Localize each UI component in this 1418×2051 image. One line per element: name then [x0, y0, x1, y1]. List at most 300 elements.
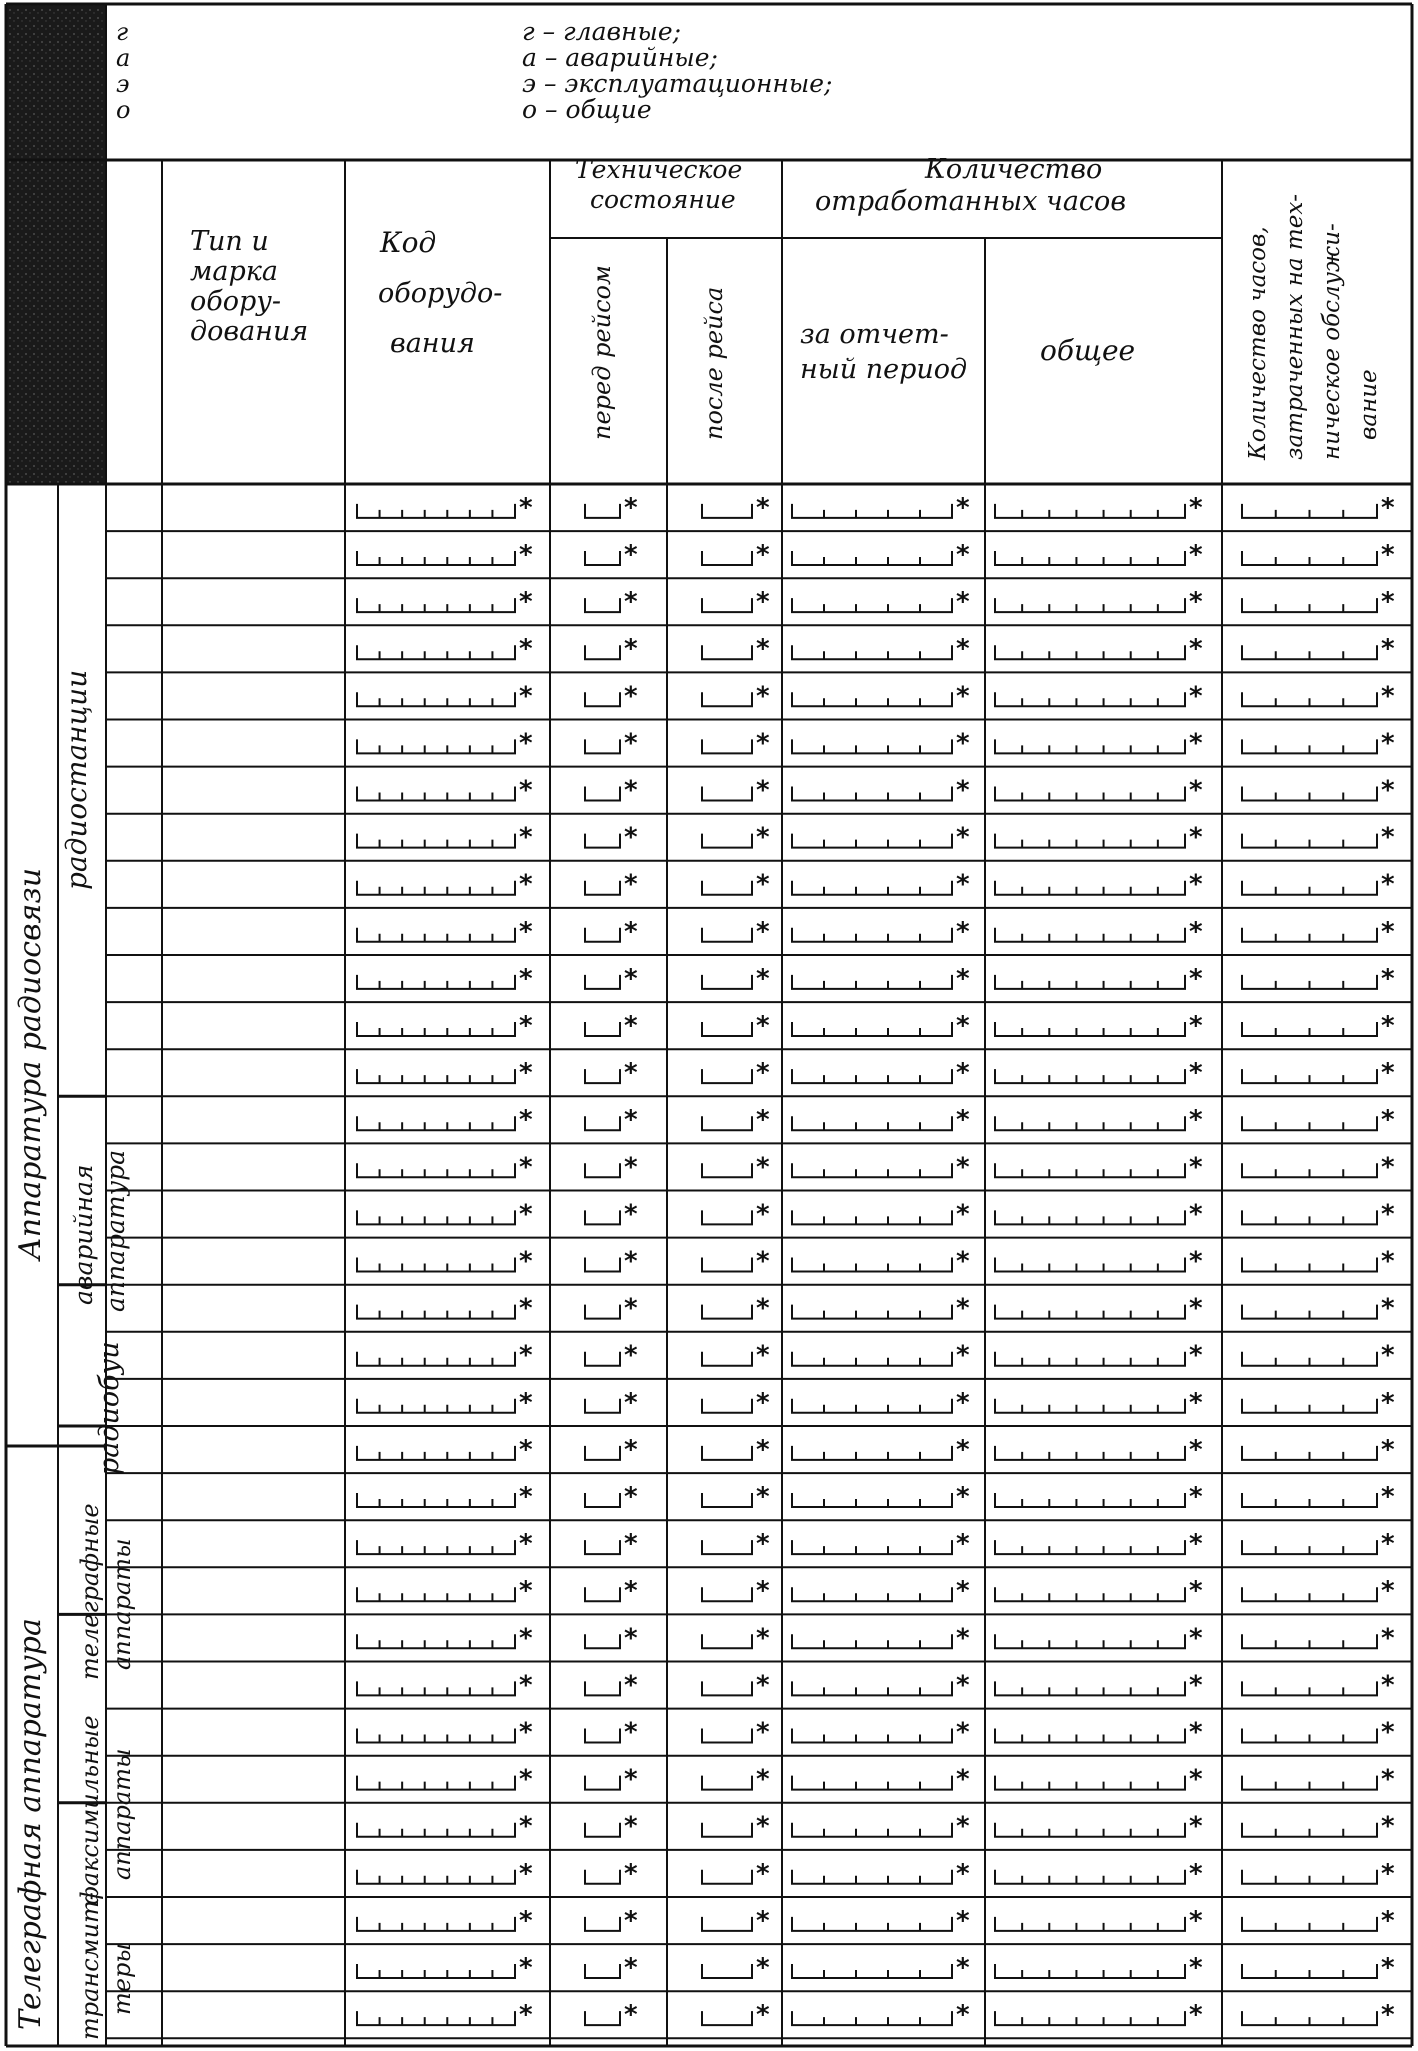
- digit-boxes-maint[interactable]: [1242, 645, 1377, 659]
- digit-boxes-after[interactable]: [702, 1116, 752, 1130]
- digit-boxes-period[interactable]: [792, 928, 952, 942]
- subgroup-label-transmitters-1: трансмит-: [76, 1892, 104, 2040]
- digit-boxes-code[interactable]: [357, 2011, 515, 2025]
- required-mark: *: [1381, 1717, 1395, 1748]
- digit-boxes-total[interactable]: [995, 928, 1185, 942]
- digit-boxes-maint[interactable]: [1242, 1681, 1377, 1695]
- digit-boxes-code[interactable]: [357, 1917, 515, 1931]
- entry-row[interactable]: [357, 964, 1395, 994]
- digit-boxes-before[interactable]: [585, 928, 620, 942]
- digit-boxes-before[interactable]: [585, 1870, 620, 1884]
- digit-boxes-total[interactable]: [995, 1729, 1185, 1743]
- digit-boxes-total[interactable]: [995, 692, 1185, 706]
- digit-boxes-total[interactable]: [995, 1258, 1185, 1272]
- digit-boxes-code[interactable]: [357, 1116, 515, 1130]
- digit-boxes-maint[interactable]: [1242, 834, 1377, 848]
- digit-boxes-maint[interactable]: [1242, 598, 1377, 612]
- required-mark: *: [1189, 2000, 1203, 2031]
- digit-boxes-maint[interactable]: [1242, 1540, 1377, 1554]
- digit-boxes-maint[interactable]: [1242, 1493, 1377, 1507]
- digit-boxes-before[interactable]: [585, 1210, 620, 1224]
- entry-row[interactable]: [357, 681, 1395, 711]
- digit-boxes-maint[interactable]: [1242, 1729, 1377, 1743]
- digit-boxes-total[interactable]: [995, 1493, 1185, 1507]
- digit-boxes-maint[interactable]: [1242, 551, 1377, 565]
- digit-boxes-total[interactable]: [995, 1352, 1185, 1366]
- entry-row[interactable]: [357, 493, 1395, 523]
- entry-row[interactable]: [357, 823, 1395, 853]
- digit-boxes-period[interactable]: [792, 1069, 952, 1083]
- digit-boxes-period[interactable]: [792, 1022, 952, 1036]
- digit-boxes-before[interactable]: [585, 1540, 620, 1554]
- digit-boxes-total[interactable]: [995, 1540, 1185, 1554]
- digit-boxes-period[interactable]: [792, 1258, 952, 1272]
- entry-row[interactable]: [357, 1623, 1395, 1653]
- digit-boxes-before[interactable]: [585, 834, 620, 848]
- digit-boxes-maint[interactable]: [1242, 1069, 1377, 1083]
- required-mark: *: [519, 1670, 533, 1701]
- digit-boxes-period[interactable]: [792, 739, 952, 753]
- digit-boxes-code[interactable]: [357, 598, 515, 612]
- digit-boxes-total[interactable]: [995, 1305, 1185, 1319]
- required-mark: *: [956, 1482, 970, 1513]
- digit-boxes-before[interactable]: [585, 1163, 620, 1177]
- digit-boxes-period[interactable]: [792, 975, 952, 989]
- entry-row[interactable]: [357, 776, 1395, 806]
- entry-row[interactable]: [357, 870, 1395, 900]
- legend-code-a: а: [116, 44, 131, 72]
- digit-boxes-maint[interactable]: [1242, 1964, 1377, 1978]
- digit-boxes-total[interactable]: [995, 834, 1185, 848]
- digit-boxes-maint[interactable]: [1242, 1399, 1377, 1413]
- digit-boxes-total[interactable]: [995, 1587, 1185, 1601]
- required-mark: *: [956, 1717, 970, 1748]
- digit-boxes-total[interactable]: [995, 504, 1185, 518]
- subgroup-label-radiostations: радиостанции: [60, 669, 93, 890]
- digit-boxes-total[interactable]: [995, 1163, 1185, 1177]
- required-mark: *: [1381, 587, 1395, 618]
- digit-boxes-after[interactable]: [702, 928, 752, 942]
- digit-boxes-total[interactable]: [995, 1446, 1185, 1460]
- digit-boxes-before[interactable]: [585, 1634, 620, 1648]
- required-mark: *: [756, 1529, 770, 1560]
- digit-boxes-before[interactable]: [585, 1305, 620, 1319]
- digit-boxes-period[interactable]: [792, 1587, 952, 1601]
- digit-boxes-after[interactable]: [702, 692, 752, 706]
- digit-boxes-code[interactable]: [357, 1258, 515, 1272]
- digit-boxes-code[interactable]: [357, 692, 515, 706]
- digit-boxes-period[interactable]: [792, 598, 952, 612]
- required-mark: *: [956, 492, 970, 523]
- required-mark: *: [1189, 1434, 1203, 1465]
- digit-boxes-after[interactable]: [702, 1776, 752, 1790]
- digit-boxes-after[interactable]: [702, 1964, 752, 1978]
- digit-boxes-period[interactable]: [792, 1681, 952, 1695]
- required-mark: *: [624, 540, 638, 571]
- digit-boxes-total[interactable]: [995, 787, 1185, 801]
- digit-boxes-maint[interactable]: [1242, 881, 1377, 895]
- digit-boxes-total[interactable]: [995, 1399, 1185, 1413]
- required-mark: *: [624, 1858, 638, 1889]
- required-mark: *: [756, 1199, 770, 1230]
- digit-boxes-maint[interactable]: [1242, 928, 1377, 942]
- legend-line-main: г – главные;: [522, 17, 682, 46]
- digit-boxes-before[interactable]: [585, 1493, 620, 1507]
- digit-boxes-maint[interactable]: [1242, 1776, 1377, 1790]
- entry-row[interactable]: [357, 1482, 1395, 1512]
- digit-boxes-before[interactable]: [585, 1681, 620, 1695]
- required-mark: *: [1381, 634, 1395, 665]
- digit-boxes-code[interactable]: [357, 1210, 515, 1224]
- digit-boxes-maint[interactable]: [1242, 2011, 1377, 2025]
- digit-boxes-before[interactable]: [585, 1823, 620, 1837]
- entry-row[interactable]: [357, 2000, 1395, 2030]
- entry-row[interactable]: [357, 1435, 1395, 1465]
- digit-boxes-before[interactable]: [585, 692, 620, 706]
- required-mark: *: [956, 869, 970, 900]
- required-mark: *: [519, 1717, 533, 1748]
- digit-boxes-after[interactable]: [702, 645, 752, 659]
- required-mark: *: [519, 1623, 533, 1654]
- digit-boxes-before[interactable]: [585, 1587, 620, 1601]
- digit-boxes-total[interactable]: [995, 2011, 1185, 2025]
- digit-boxes-after[interactable]: [702, 2011, 752, 2025]
- digit-boxes-code[interactable]: [357, 1776, 515, 1790]
- required-mark: *: [956, 728, 970, 759]
- digit-boxes-period[interactable]: [792, 1305, 952, 1319]
- digit-boxes-period[interactable]: [792, 2011, 952, 2025]
- digit-boxes-after[interactable]: [702, 551, 752, 565]
- digit-boxes-after[interactable]: [702, 1493, 752, 1507]
- digit-boxes-total[interactable]: [995, 1917, 1185, 1931]
- digit-boxes-code[interactable]: [357, 975, 515, 989]
- digit-boxes-before[interactable]: [585, 881, 620, 895]
- entry-row[interactable]: [357, 728, 1395, 758]
- digit-boxes-code[interactable]: [357, 1870, 515, 1884]
- digit-boxes-after[interactable]: [702, 1870, 752, 1884]
- required-mark: *: [1189, 492, 1203, 523]
- digit-boxes-before[interactable]: [585, 1069, 620, 1083]
- subgroup-label-radiobuoys: радиобуи: [94, 1341, 125, 1475]
- digit-boxes-after[interactable]: [702, 1634, 752, 1648]
- digit-boxes-period[interactable]: [792, 1493, 952, 1507]
- digit-boxes-code[interactable]: [357, 739, 515, 753]
- required-mark: *: [1381, 1576, 1395, 1607]
- required-mark: *: [1381, 2000, 1395, 2031]
- required-mark: *: [956, 775, 970, 806]
- digit-boxes-after[interactable]: [702, 1729, 752, 1743]
- entry-row[interactable]: [357, 1718, 1395, 1748]
- required-mark: *: [624, 492, 638, 523]
- required-mark: *: [519, 1199, 533, 1230]
- digit-boxes-code[interactable]: [357, 834, 515, 848]
- required-mark: *: [756, 728, 770, 759]
- digit-boxes-maint[interactable]: [1242, 1823, 1377, 1837]
- digit-boxes-before[interactable]: [585, 1964, 620, 1978]
- digit-boxes-period[interactable]: [792, 1446, 952, 1460]
- digit-boxes-after[interactable]: [702, 1163, 752, 1177]
- required-mark: *: [1189, 1529, 1203, 1560]
- digit-boxes-code[interactable]: [357, 1823, 515, 1837]
- digit-boxes-period[interactable]: [792, 1634, 952, 1648]
- digit-boxes-total[interactable]: [995, 1116, 1185, 1130]
- digit-boxes-before[interactable]: [585, 2011, 620, 2025]
- required-mark: *: [1189, 1105, 1203, 1136]
- digit-boxes-code[interactable]: [357, 1446, 515, 1460]
- required-mark: *: [1189, 1152, 1203, 1183]
- digit-boxes-maint[interactable]: [1242, 1634, 1377, 1648]
- digit-boxes-maint[interactable]: [1242, 504, 1377, 518]
- required-mark: *: [519, 869, 533, 900]
- digit-boxes-before[interactable]: [585, 1399, 620, 1413]
- entry-row[interactable]: [357, 1058, 1395, 1088]
- entry-row[interactable]: [357, 1341, 1395, 1371]
- digit-boxes-maint[interactable]: [1242, 1116, 1377, 1130]
- digit-boxes-after[interactable]: [702, 1681, 752, 1695]
- digit-boxes-maint[interactable]: [1242, 787, 1377, 801]
- digit-boxes-maint[interactable]: [1242, 1258, 1377, 1272]
- digit-boxes-after[interactable]: [702, 975, 752, 989]
- digit-boxes-period[interactable]: [792, 1116, 952, 1130]
- digit-boxes-total[interactable]: [995, 739, 1185, 753]
- required-mark: *: [1189, 1340, 1203, 1371]
- entry-row[interactable]: [357, 1199, 1395, 1229]
- digit-boxes-total[interactable]: [995, 1870, 1185, 1884]
- header-maint-line2: затраченных на тех-: [1282, 193, 1308, 460]
- digit-boxes-before[interactable]: [585, 551, 620, 565]
- digit-boxes-code[interactable]: [357, 1163, 515, 1177]
- digit-boxes-total[interactable]: [995, 551, 1185, 565]
- digit-boxes-maint[interactable]: [1242, 1163, 1377, 1177]
- digit-boxes-period[interactable]: [792, 787, 952, 801]
- digit-boxes-period[interactable]: [792, 1823, 952, 1837]
- digit-boxes-total[interactable]: [995, 1681, 1185, 1695]
- digit-boxes-after[interactable]: [702, 1352, 752, 1366]
- header-type-line1: Тип и: [190, 226, 269, 257]
- digit-boxes-after[interactable]: [702, 1305, 752, 1319]
- column-header-type: [190, 226, 308, 347]
- required-mark: *: [1189, 1576, 1203, 1607]
- required-mark: *: [624, 1482, 638, 1513]
- required-mark: *: [756, 492, 770, 523]
- digit-boxes-after[interactable]: [702, 1210, 752, 1224]
- digit-boxes-before[interactable]: [585, 975, 620, 989]
- required-mark: *: [519, 1058, 533, 1089]
- digit-boxes-before[interactable]: [585, 504, 620, 518]
- required-mark: *: [624, 1953, 638, 1984]
- digit-boxes-maint[interactable]: [1242, 1352, 1377, 1366]
- digit-boxes-before[interactable]: [585, 645, 620, 659]
- digit-boxes-code[interactable]: [357, 1022, 515, 1036]
- required-mark: *: [756, 1905, 770, 1936]
- required-mark: *: [756, 1387, 770, 1418]
- header-tech-line1: Техническое: [575, 155, 743, 184]
- digit-boxes-code[interactable]: [357, 1540, 515, 1554]
- digit-boxes-period[interactable]: [792, 1210, 952, 1224]
- digit-boxes-code[interactable]: [357, 928, 515, 942]
- digit-boxes-code[interactable]: [357, 1964, 515, 1978]
- digit-boxes-code[interactable]: [357, 1634, 515, 1648]
- digit-boxes-code[interactable]: [357, 504, 515, 518]
- digit-boxes-period[interactable]: [792, 1964, 952, 1978]
- digit-boxes-code[interactable]: [357, 1493, 515, 1507]
- header-hours-line1: Количество: [925, 154, 1103, 185]
- digit-boxes-after[interactable]: [702, 1446, 752, 1460]
- digit-boxes-maint[interactable]: [1242, 975, 1377, 989]
- entry-row[interactable]: [357, 1576, 1395, 1606]
- header-after-trip: после рейса: [700, 286, 728, 440]
- entry-row[interactable]: [357, 1247, 1395, 1277]
- required-mark: *: [1189, 916, 1203, 947]
- digit-boxes-maint[interactable]: [1242, 1446, 1377, 1460]
- digit-boxes-before[interactable]: [585, 1917, 620, 1931]
- required-mark: *: [956, 1953, 970, 1984]
- required-mark: *: [519, 634, 533, 665]
- digit-boxes-total[interactable]: [995, 1069, 1185, 1083]
- entry-row[interactable]: [357, 1294, 1395, 1324]
- digit-boxes-before[interactable]: [585, 1446, 620, 1460]
- digit-boxes-after[interactable]: [702, 1823, 752, 1837]
- digit-boxes-period[interactable]: [792, 692, 952, 706]
- digit-boxes-after[interactable]: [702, 881, 752, 895]
- entry-row[interactable]: [357, 540, 1395, 570]
- digit-boxes-total[interactable]: [995, 1823, 1185, 1837]
- required-mark: *: [519, 587, 533, 618]
- digit-boxes-maint[interactable]: [1242, 1210, 1377, 1224]
- digit-boxes-total[interactable]: [995, 975, 1185, 989]
- required-mark: *: [624, 681, 638, 712]
- entry-row[interactable]: [357, 1011, 1395, 1041]
- entry-row[interactable]: [357, 634, 1395, 664]
- digit-boxes-before[interactable]: [585, 1022, 620, 1036]
- entry-row[interactable]: [357, 1906, 1395, 1936]
- digit-boxes-code[interactable]: [357, 1069, 515, 1083]
- digit-boxes-period[interactable]: [792, 504, 952, 518]
- required-mark: *: [1189, 587, 1203, 618]
- digit-boxes-maint[interactable]: [1242, 739, 1377, 753]
- required-mark: *: [756, 540, 770, 571]
- digit-boxes-after[interactable]: [702, 1540, 752, 1554]
- digit-boxes-total[interactable]: [995, 598, 1185, 612]
- digit-boxes-after[interactable]: [702, 739, 752, 753]
- required-mark: *: [1381, 1058, 1395, 1089]
- header-period-line2: ный период: [800, 354, 968, 385]
- digit-boxes-code[interactable]: [357, 551, 515, 565]
- entry-row[interactable]: [357, 1765, 1395, 1795]
- digit-boxes-period[interactable]: [792, 881, 952, 895]
- digit-boxes-maint[interactable]: [1242, 1870, 1377, 1884]
- entry-row[interactable]: [357, 917, 1395, 947]
- digit-boxes-after[interactable]: [702, 787, 752, 801]
- entry-row[interactable]: [357, 1152, 1395, 1182]
- digit-boxes-period[interactable]: [792, 834, 952, 848]
- digit-boxes-after[interactable]: [702, 1069, 752, 1083]
- entry-row[interactable]: [357, 1388, 1395, 1418]
- digit-boxes-period[interactable]: [792, 645, 952, 659]
- digit-boxes-code[interactable]: [357, 1587, 515, 1601]
- digit-boxes-code[interactable]: [357, 787, 515, 801]
- digit-boxes-maint[interactable]: [1242, 692, 1377, 706]
- digit-boxes-code[interactable]: [357, 881, 515, 895]
- required-mark: *: [1381, 822, 1395, 853]
- digit-boxes-total[interactable]: [995, 1210, 1185, 1224]
- digit-boxes-total[interactable]: [995, 1964, 1185, 1978]
- digit-boxes-before[interactable]: [585, 1352, 620, 1366]
- required-mark: *: [519, 1011, 533, 1042]
- digit-boxes-total[interactable]: [995, 645, 1185, 659]
- digit-boxes-maint[interactable]: [1242, 1022, 1377, 1036]
- entry-row[interactable]: [357, 1105, 1395, 1135]
- required-mark: *: [1189, 1764, 1203, 1795]
- digit-boxes-period[interactable]: [792, 1163, 952, 1177]
- required-mark: *: [624, 1811, 638, 1842]
- entry-row[interactable]: [357, 1670, 1395, 1700]
- legend-line-operational: э – эксплуатационные;: [522, 69, 833, 98]
- digit-boxes-period[interactable]: [792, 1917, 952, 1931]
- digit-boxes-before[interactable]: [585, 1729, 620, 1743]
- digit-boxes-after[interactable]: [702, 1587, 752, 1601]
- digit-boxes-before[interactable]: [585, 1776, 620, 1790]
- digit-boxes-period[interactable]: [792, 1540, 952, 1554]
- required-mark: *: [956, 1340, 970, 1371]
- digit-boxes-after[interactable]: [702, 1022, 752, 1036]
- digit-boxes-code[interactable]: [357, 1681, 515, 1695]
- digit-boxes-code[interactable]: [357, 1399, 515, 1413]
- digit-boxes-maint[interactable]: [1242, 1587, 1377, 1601]
- required-mark: *: [956, 1387, 970, 1418]
- digit-boxes-before[interactable]: [585, 1258, 620, 1272]
- digit-boxes-period[interactable]: [792, 1870, 952, 1884]
- entry-row[interactable]: [357, 1812, 1395, 1842]
- entry-row[interactable]: [357, 587, 1395, 617]
- digit-boxes-after[interactable]: [702, 834, 752, 848]
- digit-boxes-maint[interactable]: [1242, 1917, 1377, 1931]
- digit-boxes-code[interactable]: [357, 645, 515, 659]
- digit-boxes-period[interactable]: [792, 1729, 952, 1743]
- entry-row[interactable]: [357, 1859, 1395, 1889]
- digit-boxes-after[interactable]: [702, 598, 752, 612]
- column-header-maintenance: [1245, 194, 1382, 461]
- entry-row[interactable]: [357, 1529, 1395, 1559]
- digit-boxes-before[interactable]: [585, 1116, 620, 1130]
- required-mark: *: [956, 1576, 970, 1607]
- digit-boxes-maint[interactable]: [1242, 1305, 1377, 1319]
- digit-boxes-after[interactable]: [702, 1399, 752, 1413]
- digit-boxes-code[interactable]: [357, 1305, 515, 1319]
- digit-boxes-period[interactable]: [792, 1399, 952, 1413]
- digit-boxes-total[interactable]: [995, 1022, 1185, 1036]
- digit-boxes-before[interactable]: [585, 739, 620, 753]
- required-mark: *: [1189, 681, 1203, 712]
- digit-boxes-total[interactable]: [995, 1776, 1185, 1790]
- legend-codes: [116, 18, 130, 124]
- digit-boxes-total[interactable]: [995, 881, 1185, 895]
- digit-boxes-before[interactable]: [585, 598, 620, 612]
- digit-boxes-code[interactable]: [357, 1729, 515, 1743]
- digit-boxes-after[interactable]: [702, 1258, 752, 1272]
- digit-boxes-after[interactable]: [702, 504, 752, 518]
- digit-boxes-period[interactable]: [792, 1776, 952, 1790]
- digit-boxes-total[interactable]: [995, 1634, 1185, 1648]
- digit-boxes-period[interactable]: [792, 1352, 952, 1366]
- digit-boxes-code[interactable]: [357, 1352, 515, 1366]
- digit-boxes-before[interactable]: [585, 787, 620, 801]
- digit-boxes-after[interactable]: [702, 1917, 752, 1931]
- entry-row[interactable]: [357, 1953, 1395, 1983]
- digit-boxes-period[interactable]: [792, 551, 952, 565]
- required-mark: *: [956, 1623, 970, 1654]
- required-mark: *: [624, 634, 638, 665]
